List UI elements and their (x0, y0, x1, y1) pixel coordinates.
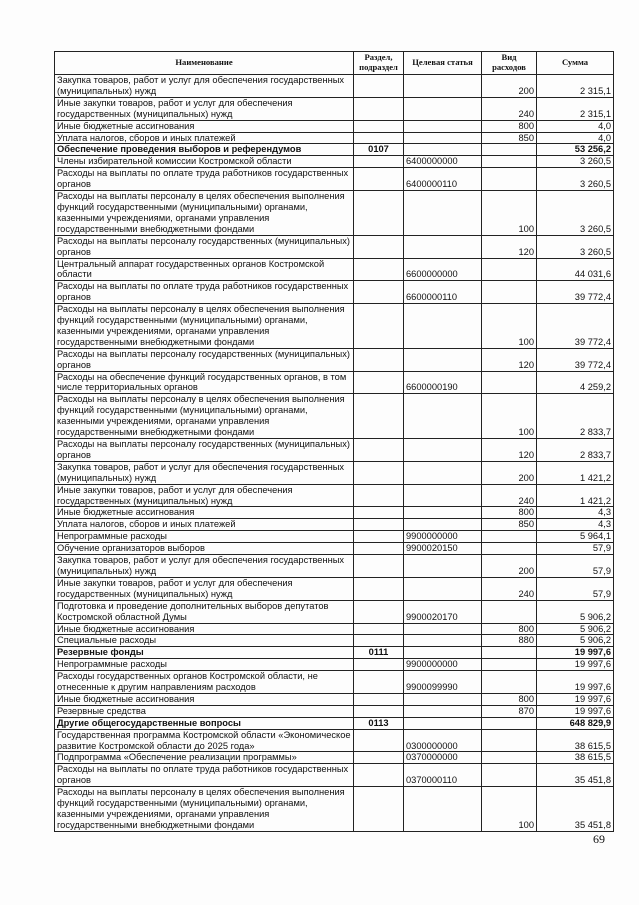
row-sum: 3 260,5 (537, 156, 614, 168)
row-name: Члены избирательной комиссии Костромской области (55, 156, 354, 168)
row-section (354, 235, 404, 258)
row-sum: 35 451,8 (537, 764, 614, 787)
row-kind: 100 (482, 304, 537, 349)
row-sum: 39 772,4 (537, 304, 614, 349)
table-row (55, 752, 614, 764)
row-name: Специальные расходы (55, 635, 354, 647)
row-sum: 4,3 (537, 507, 614, 519)
row-section (354, 439, 404, 462)
row-target (404, 647, 482, 659)
row-target (404, 717, 482, 729)
row-target: 9900000000 (404, 531, 482, 543)
row-name: Расходы на обеспечение функций государственных органов, в том числе территориальных органов (55, 371, 354, 394)
row-sum: 38 615,5 (537, 752, 614, 764)
row-section: 0111 (354, 647, 404, 659)
row-sum: 4 259,2 (537, 371, 614, 394)
table-row (55, 717, 614, 729)
row-name: Подпрограмма «Обеспечение реализации программы» (55, 752, 354, 764)
row-kind: 240 (482, 484, 537, 507)
row-name: Иные бюджетные ассигнования (55, 623, 354, 635)
row-kind (482, 531, 537, 543)
row-sum: 5 906,2 (537, 623, 614, 635)
row-name: Иные закупки товаров, работ и услуг для обеспечения государственных (муниципальных) нужд (55, 577, 354, 600)
row-sum: 2 833,7 (537, 394, 614, 439)
row-target (404, 519, 482, 531)
row-target (404, 484, 482, 507)
table-row (55, 659, 614, 671)
row-name: Расходы на выплаты по оплате труда работников государственных органов (55, 281, 354, 304)
row-section (354, 555, 404, 578)
row-target: 6400000110 (404, 168, 482, 191)
row-section (354, 75, 404, 98)
table-body (55, 75, 614, 832)
row-name: Закупка товаров, работ и услуг для обеспечения государственных (муниципальных) нужд (55, 461, 354, 484)
table-row (55, 555, 614, 578)
row-section (354, 519, 404, 531)
table-row (55, 394, 614, 439)
row-sum: 648 829,9 (537, 717, 614, 729)
table-row (55, 671, 614, 694)
row-section (354, 752, 404, 764)
row-sum: 19 997,6 (537, 693, 614, 705)
row-kind: 120 (482, 348, 537, 371)
header-kind: Вид расходов (482, 52, 537, 75)
table-row (55, 693, 614, 705)
row-name: Подготовка и проведение дополнительных выборов депутатов Костромской областной Думы (55, 600, 354, 623)
row-section (354, 543, 404, 555)
row-target: 6400000000 (404, 156, 482, 168)
table-row (55, 600, 614, 623)
row-target: 0370000110 (404, 764, 482, 787)
row-section: 0107 (354, 144, 404, 156)
row-name: Обеспечение проведения выборов и референдумов (55, 144, 354, 156)
row-sum: 5 964,1 (537, 531, 614, 543)
row-kind: 120 (482, 235, 537, 258)
header-sum: Сумма (537, 52, 614, 75)
row-sum: 53 256,2 (537, 144, 614, 156)
row-name: Расходы на выплаты персоналу в целях обеспечения выполнения функций государственными (муниципальными) органами, казенными учреждениями, органами управления государственными внебюджетными фондами (55, 787, 354, 832)
row-name: Закупка товаров, работ и услуг для обеспечения государственных (муниципальных) нужд (55, 75, 354, 98)
row-kind: 200 (482, 555, 537, 578)
row-section (354, 659, 404, 671)
row-target (404, 191, 482, 236)
row-kind (482, 671, 537, 694)
row-target (404, 348, 482, 371)
row-sum: 39 772,4 (537, 348, 614, 371)
table-row (55, 461, 614, 484)
row-section (354, 531, 404, 543)
row-section: 0113 (354, 717, 404, 729)
row-name: Расходы на выплаты по оплате труда работников государственных органов (55, 764, 354, 787)
header-section: Раздел, подраздел (354, 52, 404, 75)
row-section (354, 635, 404, 647)
row-target (404, 461, 482, 484)
table-header-row (55, 52, 614, 75)
row-name: Расходы на выплаты персоналу в целях обеспечения выполнения функций государственными (муниципальными) органами, казенными учреждениями, органами управления государственными внебюджетными фондами (55, 304, 354, 349)
row-section (354, 705, 404, 717)
row-name: Расходы государственных органов Костромской области, не отнесенные к другим направлениям расходов (55, 671, 354, 694)
row-kind: 200 (482, 461, 537, 484)
row-target: 0370000000 (404, 752, 482, 764)
row-sum: 2 315,1 (537, 97, 614, 120)
table-row (55, 156, 614, 168)
row-section (354, 764, 404, 787)
row-section (354, 507, 404, 519)
row-kind: 200 (482, 75, 537, 98)
row-kind (482, 659, 537, 671)
row-target: 6600000000 (404, 258, 482, 281)
row-target: 9900099990 (404, 671, 482, 694)
table-row (55, 371, 614, 394)
row-kind (482, 752, 537, 764)
row-sum: 4,0 (537, 132, 614, 144)
row-section (354, 191, 404, 236)
row-section (354, 156, 404, 168)
row-sum: 5 906,2 (537, 600, 614, 623)
row-kind: 100 (482, 394, 537, 439)
row-sum: 3 260,5 (537, 191, 614, 236)
row-section (354, 258, 404, 281)
table-row (55, 577, 614, 600)
row-name: Центральный аппарат государственных органов Костромской области (55, 258, 354, 281)
row-section (354, 132, 404, 144)
row-kind (482, 729, 537, 752)
row-name: Резервные фонды (55, 647, 354, 659)
row-section (354, 97, 404, 120)
row-name: Расходы на выплаты персоналу в целях обеспечения выполнения функций государственными (муниципальными) органами, казенными учреждениями, органами управления государственными внебюджетными фондами (55, 394, 354, 439)
row-sum: 57,9 (537, 577, 614, 600)
table-row (55, 764, 614, 787)
row-target (404, 507, 482, 519)
row-section (354, 671, 404, 694)
row-kind: 100 (482, 787, 537, 832)
row-kind: 800 (482, 623, 537, 635)
row-sum: 1 421,2 (537, 484, 614, 507)
row-sum: 35 451,8 (537, 787, 614, 832)
row-kind: 120 (482, 439, 537, 462)
row-name: Иные бюджетные ассигнования (55, 693, 354, 705)
row-section (354, 304, 404, 349)
row-name: Непрограммные расходы (55, 659, 354, 671)
row-target (404, 623, 482, 635)
row-name: Иные закупки товаров, работ и услуг для обеспечения государственных (муниципальных) нужд (55, 484, 354, 507)
row-target (404, 235, 482, 258)
row-section (354, 623, 404, 635)
row-kind (482, 647, 537, 659)
row-target: 9900020150 (404, 543, 482, 555)
row-target (404, 120, 482, 132)
row-sum: 2 833,7 (537, 439, 614, 462)
row-section (354, 787, 404, 832)
row-name: Закупка товаров, работ и услуг для обеспечения государственных (муниципальных) нужд (55, 555, 354, 578)
row-kind: 850 (482, 132, 537, 144)
table-row (55, 97, 614, 120)
table-row (55, 647, 614, 659)
row-name: Непрограммные расходы (55, 531, 354, 543)
row-section (354, 461, 404, 484)
table-row (55, 75, 614, 98)
table-row (55, 304, 614, 349)
row-sum: 38 615,5 (537, 729, 614, 752)
row-name: Государственная программа Костромской области «Экономическое развитие Костромской области до 2025 года» (55, 729, 354, 752)
row-target: 6600000190 (404, 371, 482, 394)
table-row (55, 635, 614, 647)
table-row (55, 168, 614, 191)
row-name: Иные закупки товаров, работ и услуг для обеспечения государственных (муниципальных) нужд (55, 97, 354, 120)
table-row (55, 543, 614, 555)
row-target: 9900020170 (404, 600, 482, 623)
row-sum: 19 997,6 (537, 705, 614, 717)
row-name: Уплата налогов, сборов и иных платежей (55, 519, 354, 531)
row-sum: 3 260,5 (537, 235, 614, 258)
row-section (354, 348, 404, 371)
row-name: Расходы на выплаты персоналу в целях обеспечения выполнения функций государственными (муниципальными) органами, казенными учреждениями, органами управления государственными внебюджетными фондами (55, 191, 354, 236)
table-row (55, 519, 614, 531)
row-kind (482, 168, 537, 191)
row-kind (482, 371, 537, 394)
row-kind: 800 (482, 120, 537, 132)
row-sum: 19 997,6 (537, 647, 614, 659)
row-target (404, 577, 482, 600)
row-target (404, 787, 482, 832)
table-row (55, 531, 614, 543)
row-target (404, 132, 482, 144)
row-sum: 4,0 (537, 120, 614, 132)
row-kind: 800 (482, 507, 537, 519)
row-target (404, 144, 482, 156)
row-kind (482, 600, 537, 623)
page-number: 69 (593, 832, 605, 846)
table-row (55, 191, 614, 236)
row-kind: 870 (482, 705, 537, 717)
row-sum: 57,9 (537, 555, 614, 578)
row-name: Другие общегосударственные вопросы (55, 717, 354, 729)
row-name: Уплата налогов, сборов и иных платежей (55, 132, 354, 144)
row-kind (482, 156, 537, 168)
table-row (55, 787, 614, 832)
row-kind (482, 281, 537, 304)
row-sum: 57,9 (537, 543, 614, 555)
row-kind (482, 258, 537, 281)
row-name: Расходы на выплаты персоналу государственных (муниципальных) органов (55, 235, 354, 258)
row-target (404, 75, 482, 98)
row-section (354, 168, 404, 191)
row-target (404, 304, 482, 349)
table-row (55, 235, 614, 258)
row-name: Иные бюджетные ассигнования (55, 120, 354, 132)
table-row (55, 705, 614, 717)
row-name: Обучение организаторов выборов (55, 543, 354, 555)
row-kind (482, 717, 537, 729)
table-row (55, 439, 614, 462)
row-kind (482, 543, 537, 555)
row-name: Расходы на выплаты персоналу государственных (муниципальных) органов (55, 439, 354, 462)
row-target (404, 394, 482, 439)
row-kind: 240 (482, 97, 537, 120)
row-target (404, 97, 482, 120)
row-section (354, 693, 404, 705)
row-sum: 4,3 (537, 519, 614, 531)
row-sum: 5 906,2 (537, 635, 614, 647)
budget-table (54, 51, 614, 832)
row-target: 6600000110 (404, 281, 482, 304)
row-name: Резервные средства (55, 705, 354, 717)
row-section (354, 600, 404, 623)
row-target (404, 705, 482, 717)
row-name: Расходы на выплаты персоналу государственных (муниципальных) органов (55, 348, 354, 371)
row-kind: 880 (482, 635, 537, 647)
row-kind (482, 764, 537, 787)
row-section (354, 394, 404, 439)
row-target (404, 635, 482, 647)
row-section (354, 729, 404, 752)
row-target (404, 693, 482, 705)
row-name: Иные бюджетные ассигнования (55, 507, 354, 519)
table-row (55, 348, 614, 371)
row-sum: 19 997,6 (537, 659, 614, 671)
row-section (354, 281, 404, 304)
row-target: 9900000000 (404, 659, 482, 671)
row-section (354, 120, 404, 132)
table-row (55, 484, 614, 507)
row-name: Расходы на выплаты по оплате труда работников государственных органов (55, 168, 354, 191)
header-name: Наименование (55, 52, 354, 75)
row-target: 0300000000 (404, 729, 482, 752)
table-row (55, 729, 614, 752)
row-kind: 100 (482, 191, 537, 236)
table-row (55, 281, 614, 304)
table-row (55, 144, 614, 156)
row-sum: 2 315,1 (537, 75, 614, 98)
row-sum: 3 260,5 (537, 168, 614, 191)
row-kind (482, 144, 537, 156)
header-target: Целевая статья (404, 52, 482, 75)
row-sum: 1 421,2 (537, 461, 614, 484)
row-target (404, 439, 482, 462)
row-section (354, 484, 404, 507)
row-kind: 800 (482, 693, 537, 705)
row-sum: 44 031,6 (537, 258, 614, 281)
row-target (404, 555, 482, 578)
row-section (354, 577, 404, 600)
table-row (55, 623, 614, 635)
row-kind: 240 (482, 577, 537, 600)
table-row (55, 507, 614, 519)
table-row (55, 258, 614, 281)
table-row (55, 120, 614, 132)
row-section (354, 371, 404, 394)
row-sum: 19 997,6 (537, 671, 614, 694)
row-kind: 850 (482, 519, 537, 531)
row-sum: 39 772,4 (537, 281, 614, 304)
table-row (55, 132, 614, 144)
